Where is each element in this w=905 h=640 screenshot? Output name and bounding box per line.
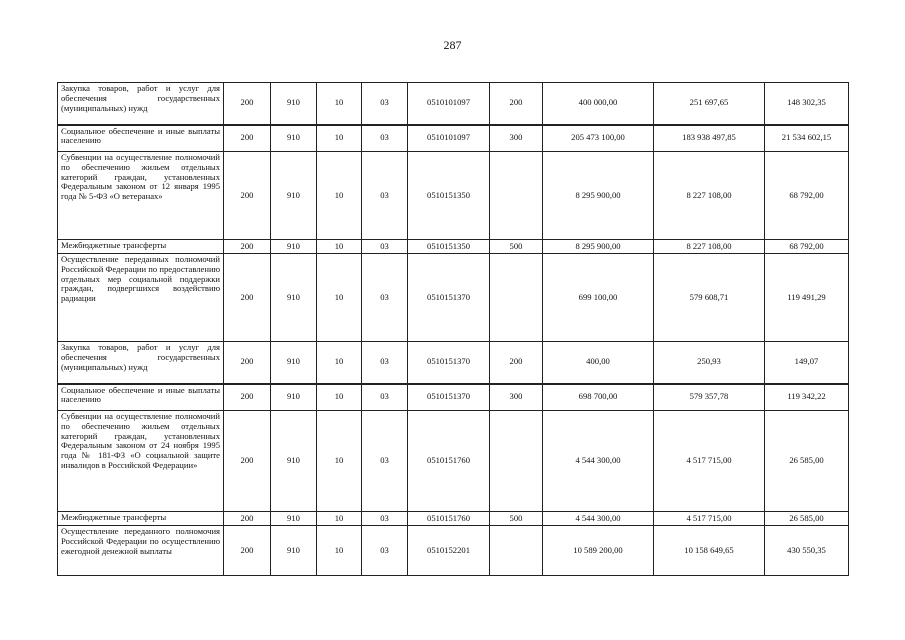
amount-cell: 183 938 497,85 (654, 125, 765, 152)
code-cell: 910 (271, 240, 317, 254)
table-row (58, 152, 849, 240)
amount-cell: 698 700,00 (543, 384, 654, 411)
code-cell (490, 526, 543, 576)
code-cell: 10 (317, 526, 362, 576)
amount-cell: 10 589 200,00 (543, 526, 654, 576)
code-cell (490, 411, 543, 512)
table-row (58, 83, 849, 125)
amount-cell: 68 792,00 (765, 240, 849, 254)
page-number: 287 (443, 38, 462, 52)
code-cell: 0510151370 (408, 342, 490, 384)
table-row (58, 240, 849, 254)
amount-cell: 21 534 602,15 (765, 125, 849, 152)
code-cell: 0510101097 (408, 125, 490, 152)
amount-cell: 4 517 715,00 (654, 512, 765, 526)
code-cell: 03 (362, 342, 408, 384)
amount-cell: 68 792,00 (765, 152, 849, 240)
amount-cell: 119 491,29 (765, 254, 849, 342)
code-cell: 10 (317, 384, 362, 411)
row-name: Осуществление переданного полномочия Российской Федерации по осуществлению ежегодной денежной выплаты (58, 526, 224, 576)
code-cell: 03 (362, 152, 408, 240)
code-cell: 910 (271, 384, 317, 411)
code-cell: 03 (362, 384, 408, 411)
code-cell: 03 (362, 83, 408, 125)
code-cell: 200 (224, 125, 271, 152)
row-name: Осуществление переданных полномочий Российской Федерации по предоставлению отдельных мер социальной поддержки граждан, подвергшихся воздействию радиации (58, 254, 224, 342)
budget-table (57, 82, 849, 576)
code-cell: 0510151760 (408, 512, 490, 526)
code-cell (490, 254, 543, 342)
code-cell: 10 (317, 411, 362, 512)
code-cell: 10 (317, 512, 362, 526)
amount-cell: 699 100,00 (543, 254, 654, 342)
table-row (58, 125, 849, 152)
code-cell: 910 (271, 411, 317, 512)
code-cell: 0510151370 (408, 254, 490, 342)
code-cell: 0510151760 (408, 411, 490, 512)
code-cell: 910 (271, 125, 317, 152)
amount-cell: 579 608,71 (654, 254, 765, 342)
code-cell: 910 (271, 152, 317, 240)
code-cell: 03 (362, 411, 408, 512)
row-name: Субвенции на осуществление полномочий по обеспечению жильем отдельных категорий граждан, установленных Федеральным законом от 12 января 1995 года № 5-ФЗ «О ветеранах» (58, 152, 224, 240)
code-cell: 03 (362, 512, 408, 526)
code-cell: 200 (490, 83, 543, 125)
code-cell: 10 (317, 254, 362, 342)
amount-cell: 26 585,00 (765, 411, 849, 512)
row-name: Закупка товаров, работ и услуг для обеспечения государственных (муниципальных) нужд (58, 83, 224, 125)
code-cell: 200 (224, 240, 271, 254)
amount-cell: 4 544 300,00 (543, 411, 654, 512)
amount-cell: 4 544 300,00 (543, 512, 654, 526)
code-cell: 300 (490, 384, 543, 411)
code-cell: 200 (224, 526, 271, 576)
amount-cell: 430 550,35 (765, 526, 849, 576)
amount-cell: 10 158 649,65 (654, 526, 765, 576)
row-name: Социальное обеспечение и иные выплаты населению (58, 384, 224, 411)
code-cell: 300 (490, 125, 543, 152)
code-cell: 910 (271, 512, 317, 526)
amount-cell: 119 342,22 (765, 384, 849, 411)
code-cell: 10 (317, 240, 362, 254)
amount-cell: 148 302,35 (765, 83, 849, 125)
amount-cell: 149,07 (765, 342, 849, 384)
code-cell: 0510151350 (408, 152, 490, 240)
code-cell: 0510151350 (408, 240, 490, 254)
table-row (58, 411, 849, 512)
code-cell: 200 (224, 152, 271, 240)
table-row (58, 254, 849, 342)
code-cell: 10 (317, 83, 362, 125)
row-name: Межбюджетные трансферты (58, 240, 224, 254)
amount-cell: 400 000,00 (543, 83, 654, 125)
table-row (58, 342, 849, 384)
amount-cell: 8 227 108,00 (654, 152, 765, 240)
amount-cell: 8 295 900,00 (543, 240, 654, 254)
row-name: Социальное обеспечение и иные выплаты населению (58, 125, 224, 152)
code-cell: 10 (317, 342, 362, 384)
row-name: Межбюджетные трансферты (58, 512, 224, 526)
amount-cell: 4 517 715,00 (654, 411, 765, 512)
amount-cell: 8 295 900,00 (543, 152, 654, 240)
code-cell: 03 (362, 526, 408, 576)
code-cell: 200 (224, 342, 271, 384)
code-cell: 910 (271, 254, 317, 342)
code-cell: 03 (362, 240, 408, 254)
row-name: Закупка товаров, работ и услуг для обеспечения государственных (муниципальных) нужд (58, 342, 224, 384)
code-cell: 500 (490, 512, 543, 526)
code-cell: 500 (490, 240, 543, 254)
code-cell: 03 (362, 125, 408, 152)
code-cell: 910 (271, 83, 317, 125)
table-row (58, 526, 849, 576)
code-cell: 0510152201 (408, 526, 490, 576)
code-cell: 200 (224, 512, 271, 526)
code-cell: 200 (490, 342, 543, 384)
row-name: Субвенции на осуществление полномочий по обеспечению жильем отдельных категорий граждан, установленных Федеральным законом от 24 ноября 1995 года № 181-ФЗ «О социальной защите инвалидов в Российской Федерации» (58, 411, 224, 512)
code-cell: 0510151370 (408, 384, 490, 411)
amount-cell: 26 585,00 (765, 512, 849, 526)
code-cell: 200 (224, 83, 271, 125)
amount-cell: 250,93 (654, 342, 765, 384)
code-cell: 200 (224, 411, 271, 512)
amount-cell: 205 473 100,00 (543, 125, 654, 152)
code-cell: 03 (362, 254, 408, 342)
code-cell: 200 (224, 384, 271, 411)
code-cell: 910 (271, 526, 317, 576)
code-cell: 200 (224, 254, 271, 342)
amount-cell: 8 227 108,00 (654, 240, 765, 254)
code-cell: 910 (271, 342, 317, 384)
code-cell: 0510101097 (408, 83, 490, 125)
code-cell: 10 (317, 125, 362, 152)
amount-cell: 400,00 (543, 342, 654, 384)
amount-cell: 251 697,65 (654, 83, 765, 125)
table-row (58, 512, 849, 526)
code-cell: 10 (317, 152, 362, 240)
code-cell (490, 152, 543, 240)
table-row (58, 384, 849, 411)
amount-cell: 579 357,78 (654, 384, 765, 411)
